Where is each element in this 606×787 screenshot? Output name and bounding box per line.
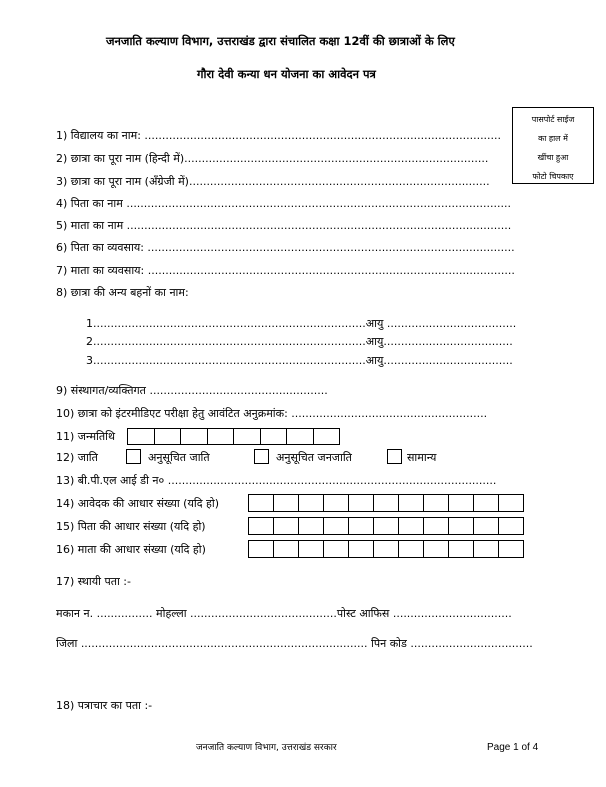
field-sister-2[interactable]: 2..............................................................................आयु..................................... bbox=[86, 335, 513, 348]
aadhaar-box[interactable] bbox=[348, 540, 374, 558]
field-mother-occupation[interactable]: 7) माता का व्यवसाय: ......................................................................................................... bbox=[56, 264, 515, 277]
field-student-name-english[interactable]: 3) छात्रा का पूरा नाम (अँग्रेजी में)...................................................................................... bbox=[56, 175, 490, 188]
field-father-occupation[interactable]: 6) पिता का व्यवसाय: ......................................................................................................... bbox=[56, 241, 515, 254]
field-dob-label: 11) जन्मतिथि bbox=[56, 430, 116, 443]
aadhaar-box[interactable] bbox=[448, 540, 474, 558]
footer-page-number: Page 1 of 4 bbox=[487, 742, 539, 753]
field-address-line-1[interactable]: मकान न. ................ मोहल्ला ..........................................पोस्ट आफिस .................................. bbox=[56, 607, 512, 620]
photo-box-text: फोटो चिपकाए bbox=[532, 172, 574, 181]
field-correspondence-address-label: 18) पत्राचार का पता :- bbox=[56, 699, 153, 712]
aadhaar-box[interactable] bbox=[273, 517, 299, 535]
field-father-name[interactable]: 4) पिता का नाम .............................................................................................................. bbox=[56, 197, 511, 210]
aadhaar-box[interactable] bbox=[273, 540, 299, 558]
aadhaar-box[interactable] bbox=[323, 517, 349, 535]
dob-box[interactable] bbox=[286, 428, 314, 445]
aadhaar-box[interactable] bbox=[423, 540, 449, 558]
aadhaar-box[interactable] bbox=[373, 540, 399, 558]
aadhaar-box[interactable] bbox=[248, 494, 274, 512]
aadhaar-box[interactable] bbox=[248, 517, 274, 535]
photo-box-text: का हाल में bbox=[538, 134, 568, 143]
dob-box[interactable] bbox=[233, 428, 261, 445]
dob-box[interactable] bbox=[127, 428, 155, 445]
aadhaar-box[interactable] bbox=[498, 517, 524, 535]
aadhaar-box[interactable] bbox=[323, 540, 349, 558]
aadhaar-box[interactable] bbox=[398, 494, 424, 512]
field-institutional[interactable]: 9) संस्थागत/व्यक्तिगत ................................................... bbox=[56, 384, 328, 397]
field-father-aadhaar-label: 15) पिता की आधार संख्या (यदि हो) bbox=[56, 520, 206, 533]
dob-box[interactable] bbox=[154, 428, 182, 445]
father-aadhaar-boxes[interactable] bbox=[248, 517, 524, 535]
aadhaar-box[interactable] bbox=[473, 494, 499, 512]
mother-aadhaar-boxes[interactable] bbox=[248, 540, 524, 558]
aadhaar-box[interactable] bbox=[448, 517, 474, 535]
checkbox-sc[interactable] bbox=[126, 449, 141, 464]
field-applicant-aadhaar-label: 14) आवेदक की आधार संख्या (यदि हो) bbox=[56, 497, 220, 510]
checkbox-general[interactable] bbox=[387, 449, 402, 464]
field-address-line-2[interactable]: जिला .................................................................................. पिन कोड ................................... bbox=[56, 637, 533, 650]
aadhaar-box[interactable] bbox=[373, 517, 399, 535]
title-line-1: जनजाति कल्याण विभाग, उत्तराखंड द्वारा संचालित कक्षा 12वीं की छात्राओं के लिए bbox=[106, 34, 455, 48]
field-bpl-id[interactable]: 13) बी.पी.एल आई डी न० .............................................................................................. bbox=[56, 474, 497, 487]
field-caste-label: 12) जाति bbox=[56, 451, 98, 464]
aadhaar-box[interactable] bbox=[298, 540, 324, 558]
applicant-aadhaar-boxes[interactable] bbox=[248, 494, 524, 512]
aadhaar-box[interactable] bbox=[423, 517, 449, 535]
aadhaar-box[interactable] bbox=[348, 517, 374, 535]
aadhaar-box[interactable] bbox=[498, 494, 524, 512]
aadhaar-box[interactable] bbox=[248, 540, 274, 558]
field-mother-name[interactable]: 5) माता का नाम .............................................................................................................. bbox=[56, 219, 512, 232]
passport-photo-box[interactable] bbox=[512, 107, 594, 184]
aadhaar-box[interactable] bbox=[448, 494, 474, 512]
aadhaar-box[interactable] bbox=[473, 517, 499, 535]
footer-department: जनजाति कल्याण विभाग, उत्तराखंड सरकार bbox=[196, 743, 337, 753]
field-sister-1[interactable]: 1..............................................................................आयु ..................................... bbox=[86, 317, 517, 330]
dob-box[interactable] bbox=[180, 428, 208, 445]
aadhaar-box[interactable] bbox=[348, 494, 374, 512]
field-sister-3[interactable]: 3..............................................................................आयु..................................... bbox=[86, 354, 513, 367]
aadhaar-box[interactable] bbox=[323, 494, 349, 512]
caste-option-sc: अनुसूचित जाति bbox=[148, 451, 210, 464]
field-permanent-address-label: 17) स्थायी पता :- bbox=[56, 575, 131, 588]
aadhaar-box[interactable] bbox=[298, 517, 324, 535]
field-mother-aadhaar-label: 16) माता की आधार संख्या (यदि हो) bbox=[56, 543, 206, 556]
aadhaar-box[interactable] bbox=[473, 540, 499, 558]
caste-option-general: सामान्य bbox=[407, 451, 437, 464]
dob-box[interactable] bbox=[313, 428, 341, 445]
dob-box[interactable] bbox=[260, 428, 288, 445]
field-roll-number[interactable]: 10) छात्रा को इंटरमीडिएट परीक्षा हेतु आवंटित अनुक्रमांक: ........................................................ bbox=[56, 407, 488, 420]
photo-box-text: खींचा हुआ bbox=[537, 153, 569, 162]
checkbox-st[interactable] bbox=[254, 449, 269, 464]
title-line-2: गौरा देवी कन्या धन योजना का आवेदन पत्र bbox=[197, 67, 376, 81]
field-sisters-label: 8) छात्रा की अन्य बहनों का नाम: bbox=[56, 286, 189, 299]
dob-box[interactable] bbox=[207, 428, 235, 445]
caste-option-st: अनुसूचित जनजाति bbox=[276, 451, 352, 464]
dob-boxes[interactable] bbox=[127, 428, 340, 445]
aadhaar-box[interactable] bbox=[373, 494, 399, 512]
photo-box-text: पासपोर्ट साईज bbox=[531, 115, 575, 124]
aadhaar-box[interactable] bbox=[273, 494, 299, 512]
aadhaar-box[interactable] bbox=[423, 494, 449, 512]
field-student-name-hindi[interactable]: 2) छात्रा का पूरा नाम (हिन्दी में)....................................................................................... bbox=[56, 152, 489, 165]
aadhaar-box[interactable] bbox=[298, 494, 324, 512]
aadhaar-box[interactable] bbox=[498, 540, 524, 558]
aadhaar-box[interactable] bbox=[398, 517, 424, 535]
field-school-name[interactable]: 1) विद्यालय का नाम: ...................................................................................................... bbox=[56, 129, 502, 142]
aadhaar-box[interactable] bbox=[398, 540, 424, 558]
